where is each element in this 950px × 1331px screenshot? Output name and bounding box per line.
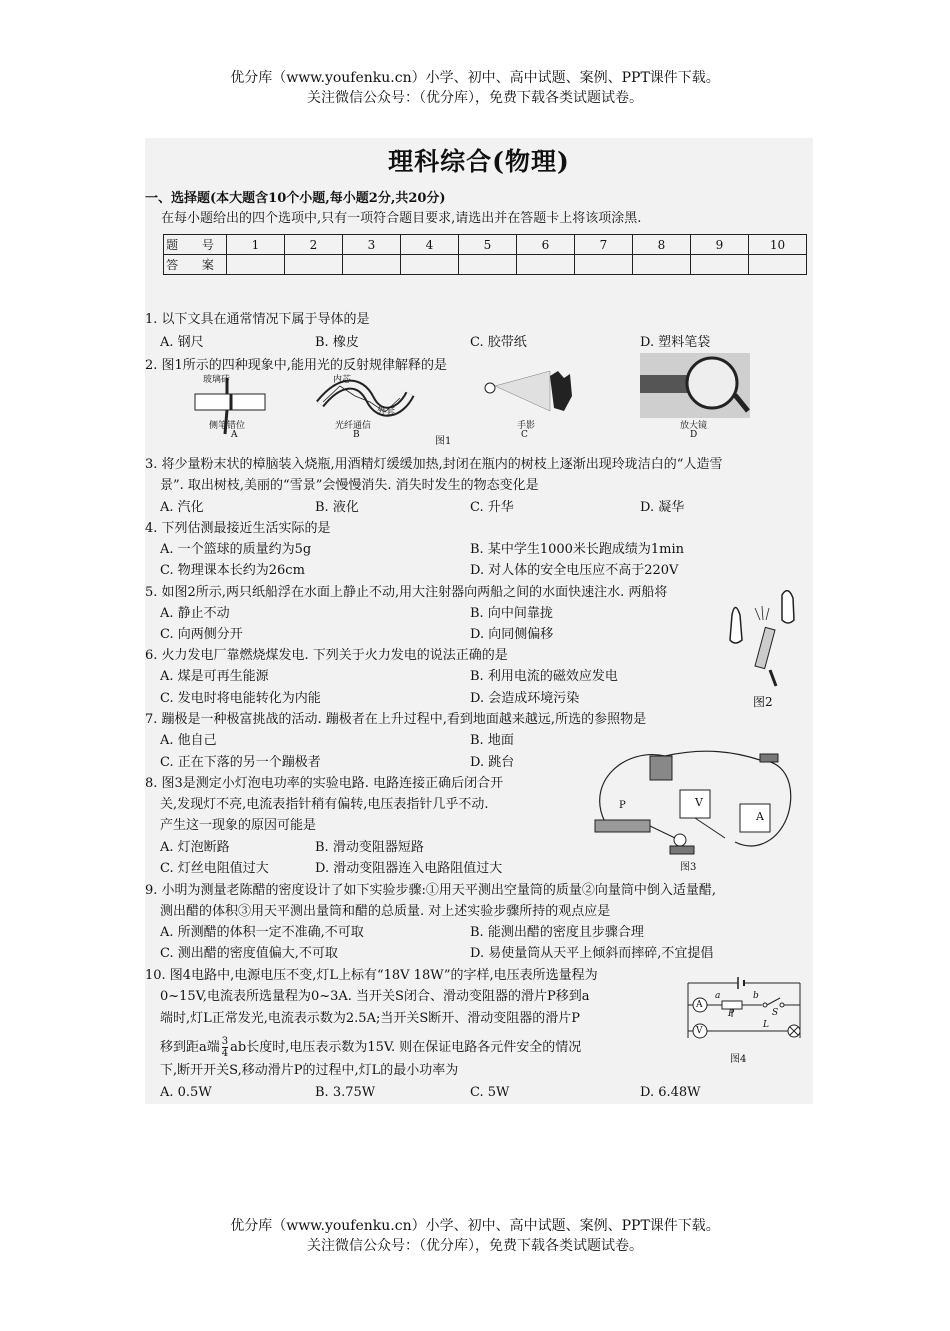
answer-cell[interactable] [285, 255, 343, 275]
q6-option-d: D. 会造成环境污染 [470, 691, 580, 706]
fig1b-core-label: 内芯 [333, 375, 352, 385]
q6-option-c: C. 发电时将电能转化为内能 [160, 691, 321, 706]
figure-4-circuit [680, 973, 808, 1048]
fraction-numerator: 3 [221, 1036, 229, 1047]
q10-stem-line-1: 10. 图4电路中,电源电压不变,灯L上标有“18V 18W”的字样,电压表所选量程为 [145, 968, 598, 983]
fig1d-desc: 放大镜 [680, 421, 708, 431]
fig3-ammeter-label: A [756, 810, 764, 823]
answer-table-row-label: 答 案 [164, 255, 227, 275]
fig1a-desc: 侧笔错位 [209, 421, 246, 431]
q7-option-c: C. 正在下落的另一个蹦极者 [160, 755, 321, 770]
fig4-ammeter-label: A [696, 1000, 703, 1010]
answer-table-number: 1 [227, 235, 285, 255]
q6-stem: 6. 火力发电厂靠燃烧煤发电. 下列关于火力发电的说法正确的是 [145, 648, 508, 663]
answer-table-number: 9 [691, 235, 749, 255]
q10-stem-line-4-post: ab长度时,电压表示数为15V. 则在保证电路各元件安全的情况 [230, 1040, 582, 1055]
fraction-three-quarters [222, 1036, 228, 1059]
q9-option-a: A. 所测醋的体积一定不准确,不可取 [160, 925, 364, 940]
answer-cell[interactable] [749, 255, 807, 275]
q4-option-d: D. 对人体的安全电压应不高于220V [470, 563, 679, 578]
q4-stem: 4. 下列估测最接近生活实际的是 [145, 521, 331, 536]
q1-option-a: A. 钢尺 [160, 335, 204, 350]
answer-table-number: 6 [517, 235, 575, 255]
q3-option-a: A. 汽化 [160, 500, 204, 515]
fig1d-caption: D [690, 430, 698, 440]
q7-option-d: D. 跳台 [470, 755, 515, 770]
answer-table-number: 2 [285, 235, 343, 255]
q1-option-c: C. 胶带纸 [470, 335, 527, 350]
q9-option-c: C. 测出醋的密度值偏大,不可取 [160, 946, 338, 961]
q10-option-d: D. 6.48W [640, 1085, 701, 1100]
q8-stem-line-1: 8. 图3是测定小灯泡电功率的实验电路. 电路连接正确后闭合开 [145, 776, 504, 791]
q9-stem-line-1: 9. 小明为测量老陈醋的密度设计了如下实验步骤:①用天平测出空量筒的质量②向量筒中倒入适量醋, [145, 883, 717, 898]
answer-table-row-label: 题 号 [164, 235, 227, 255]
answer-cell[interactable] [227, 255, 285, 275]
fraction-denominator: 4 [221, 1048, 229, 1059]
answer-table-number: 4 [401, 235, 459, 255]
answer-table-number: 8 [633, 235, 691, 255]
figure-1d-magnifier [640, 353, 750, 418]
answer-cell[interactable] [401, 255, 459, 275]
q7-stem: 7. 蹦极是一种极富挑战的活动. 蹦极者在上升过程中,看到地面越来越远,所选的参照物是 [145, 712, 647, 727]
answer-cell[interactable] [575, 255, 633, 275]
figure-1c-hand-shadow [480, 366, 580, 421]
q1-option-d: D. 塑料笔袋 [640, 335, 711, 350]
q1-option-b: B. 橡皮 [315, 335, 359, 350]
q1-stem: 1. 以下文具在通常情况下属于导体的是 [145, 312, 370, 327]
figure-2-boats-syringe [720, 590, 805, 690]
q10-option-b: B. 3.75W [315, 1085, 376, 1100]
q10-stem-line-3: 端时,灯L正常发光,电流表示数为2.5A;当开关S断开、滑动变阻器的滑片P [160, 1011, 580, 1026]
figure-2-caption: 图2 [753, 695, 773, 709]
q9-stem-line-2: 测出醋的体积③用天平测出量筒和醋的总质量. 对上述实验步骤所持的观点应是 [160, 904, 611, 919]
answer-table-answer-row [164, 255, 807, 275]
q7-option-a: A. 他自己 [160, 733, 217, 748]
q10-stem-line-5: 下,断开开关S,移动滑片P的过程中,灯L的最小功率为 [160, 1063, 459, 1078]
fig4-l-label: L [763, 1020, 769, 1030]
answer-table-number-row [164, 235, 807, 255]
q3-option-d: D. 凝华 [640, 500, 685, 515]
fig4-b-label: b [753, 991, 759, 1001]
answer-cell[interactable] [343, 255, 401, 275]
q10-stem-line-4 [160, 1036, 581, 1059]
fig1b-sheath-label: 外套 [377, 407, 396, 417]
q5-option-d: D. 向同侧偏移 [470, 627, 554, 642]
exam-paper [145, 138, 813, 1104]
q4-option-c: C. 物理课本长约为26cm [160, 563, 305, 578]
figure-1-caption: 图1 [435, 436, 452, 447]
q6-option-a: A. 煤是可再生能源 [160, 669, 269, 684]
q3-option-c: C. 升华 [470, 500, 514, 515]
q2-stem: 2. 图1所示的四种现象中,能用光的反射规律解释的是 [145, 358, 447, 373]
q8-option-c: C. 灯丝电阻值过大 [160, 861, 269, 876]
answer-table-number: 5 [459, 235, 517, 255]
q5-option-a: A. 静止不动 [160, 606, 230, 621]
q8-option-a: A. 灯泡断路 [160, 840, 230, 855]
answer-cell[interactable] [633, 255, 691, 275]
q10-stem-line-4-pre: 移到距a端 [160, 1040, 220, 1055]
fig4-p-label: P [728, 1009, 735, 1019]
q3-option-b: B. 液化 [315, 500, 359, 515]
fig4-a-label: a [715, 991, 721, 1001]
q4-option-b: B. 某中学生1000米长跑成绩为1min [470, 542, 685, 557]
answer-table-number: 7 [575, 235, 633, 255]
page-title: 理科综合(物理) [388, 147, 570, 176]
q8-option-b: B. 滑动变阻器短路 [315, 840, 424, 855]
q10-option-c: C. 5W [470, 1085, 510, 1100]
watermark-line-1: 优分库（www.youfenku.cn）小学、初中、高中试题、案例、PPT课件下载。 [230, 70, 720, 86]
q3-stem-line-2: 景”. 取出树枝,美丽的“雪景”会慢慢消失. 消失时发生的物态变化是 [160, 478, 539, 493]
q8-stem-line-3: 产生这一现象的原因可能是 [160, 818, 317, 833]
q6-option-b: B. 利用电流的磁效应发电 [470, 669, 618, 684]
q9-option-d: D. 易使量筒从天平上倾斜而摔碎,不宜提倡 [470, 946, 714, 961]
answer-table-number: 3 [343, 235, 401, 255]
fig3-p-label: P [619, 800, 626, 811]
figure-3-circuit [585, 742, 800, 862]
q8-option-d: D. 滑动变阻器连入电路阻值过大 [315, 861, 503, 876]
q5-option-b: B. 向中间靠拢 [470, 606, 553, 621]
fig1a-caption: A [231, 430, 238, 440]
fig4-voltmeter-label: V [696, 1026, 703, 1036]
figure-4-caption: 图4 [730, 1054, 747, 1065]
watermark-footer-line-2: 关注微信公众号：（优分库），免费下载各类试题试卷。 [307, 1238, 643, 1254]
q3-stem-line-1: 3. 将少量粉末状的樟脑装入烧瓶,用酒精灯缓缓加热,封闭在瓶内的树枝上逐渐出现玲珑洁白的“人造雪 [145, 457, 723, 472]
fig1a-glass-label: 玻璃砖 [203, 375, 231, 385]
figure-1b-optical-fiber [315, 374, 415, 424]
fig1b-desc: 光纤通信 [335, 421, 372, 431]
watermark-line-2: 关注微信公众号：（优分库），免费下载各类试题试卷。 [307, 90, 643, 106]
q10-option-a: A. 0.5W [160, 1085, 212, 1100]
fig1c-desc: 手影 [517, 421, 536, 431]
q8-stem-line-2: 关,发现灯不亮,电流表指针稍有偏转,电压表指针几乎不动. [160, 797, 489, 812]
q7-option-b: B. 地面 [470, 733, 514, 748]
section-heading: 一、选择题(本大题含10个小题,每小题2分,共20分) [145, 191, 446, 206]
watermark-footer-line-1: 优分库（www.youfenku.cn）小学、初中、高中试题、案例、PPT课件下载。 [230, 1218, 720, 1234]
q4-option-a: A. 一个篮球的质量约为5g [160, 542, 312, 557]
q5-option-c: C. 向两侧分开 [160, 627, 243, 642]
q5-stem: 5. 如图2所示,两只纸船浮在水面上静止不动,用大注射器向两船之间的水面快速注水. 两船将 [145, 585, 668, 600]
answer-cell[interactable] [691, 255, 749, 275]
figure-3-caption: 图3 [680, 862, 697, 873]
answer-table [163, 234, 807, 275]
answer-cell[interactable] [459, 255, 517, 275]
answer-cell[interactable] [517, 255, 575, 275]
q10-stem-line-2: 0~15V,电流表所选量程为0~3A. 当开关S闭合、滑动变阻器的滑片P移到a [160, 989, 590, 1004]
q9-option-b: B. 能测出醋的密度且步骤合理 [470, 925, 644, 940]
fig1c-caption: C [521, 430, 528, 440]
answer-table-number: 10 [749, 235, 807, 255]
section-instruction: 在每小题给出的四个选项中,只有一项符合题目要求,请选出并在答题卡上将该项涂黑. [161, 211, 642, 226]
fig4-s-label: S [772, 1008, 779, 1018]
fig3-voltmeter-label: V [695, 796, 703, 809]
fig1b-caption: B [353, 430, 360, 440]
